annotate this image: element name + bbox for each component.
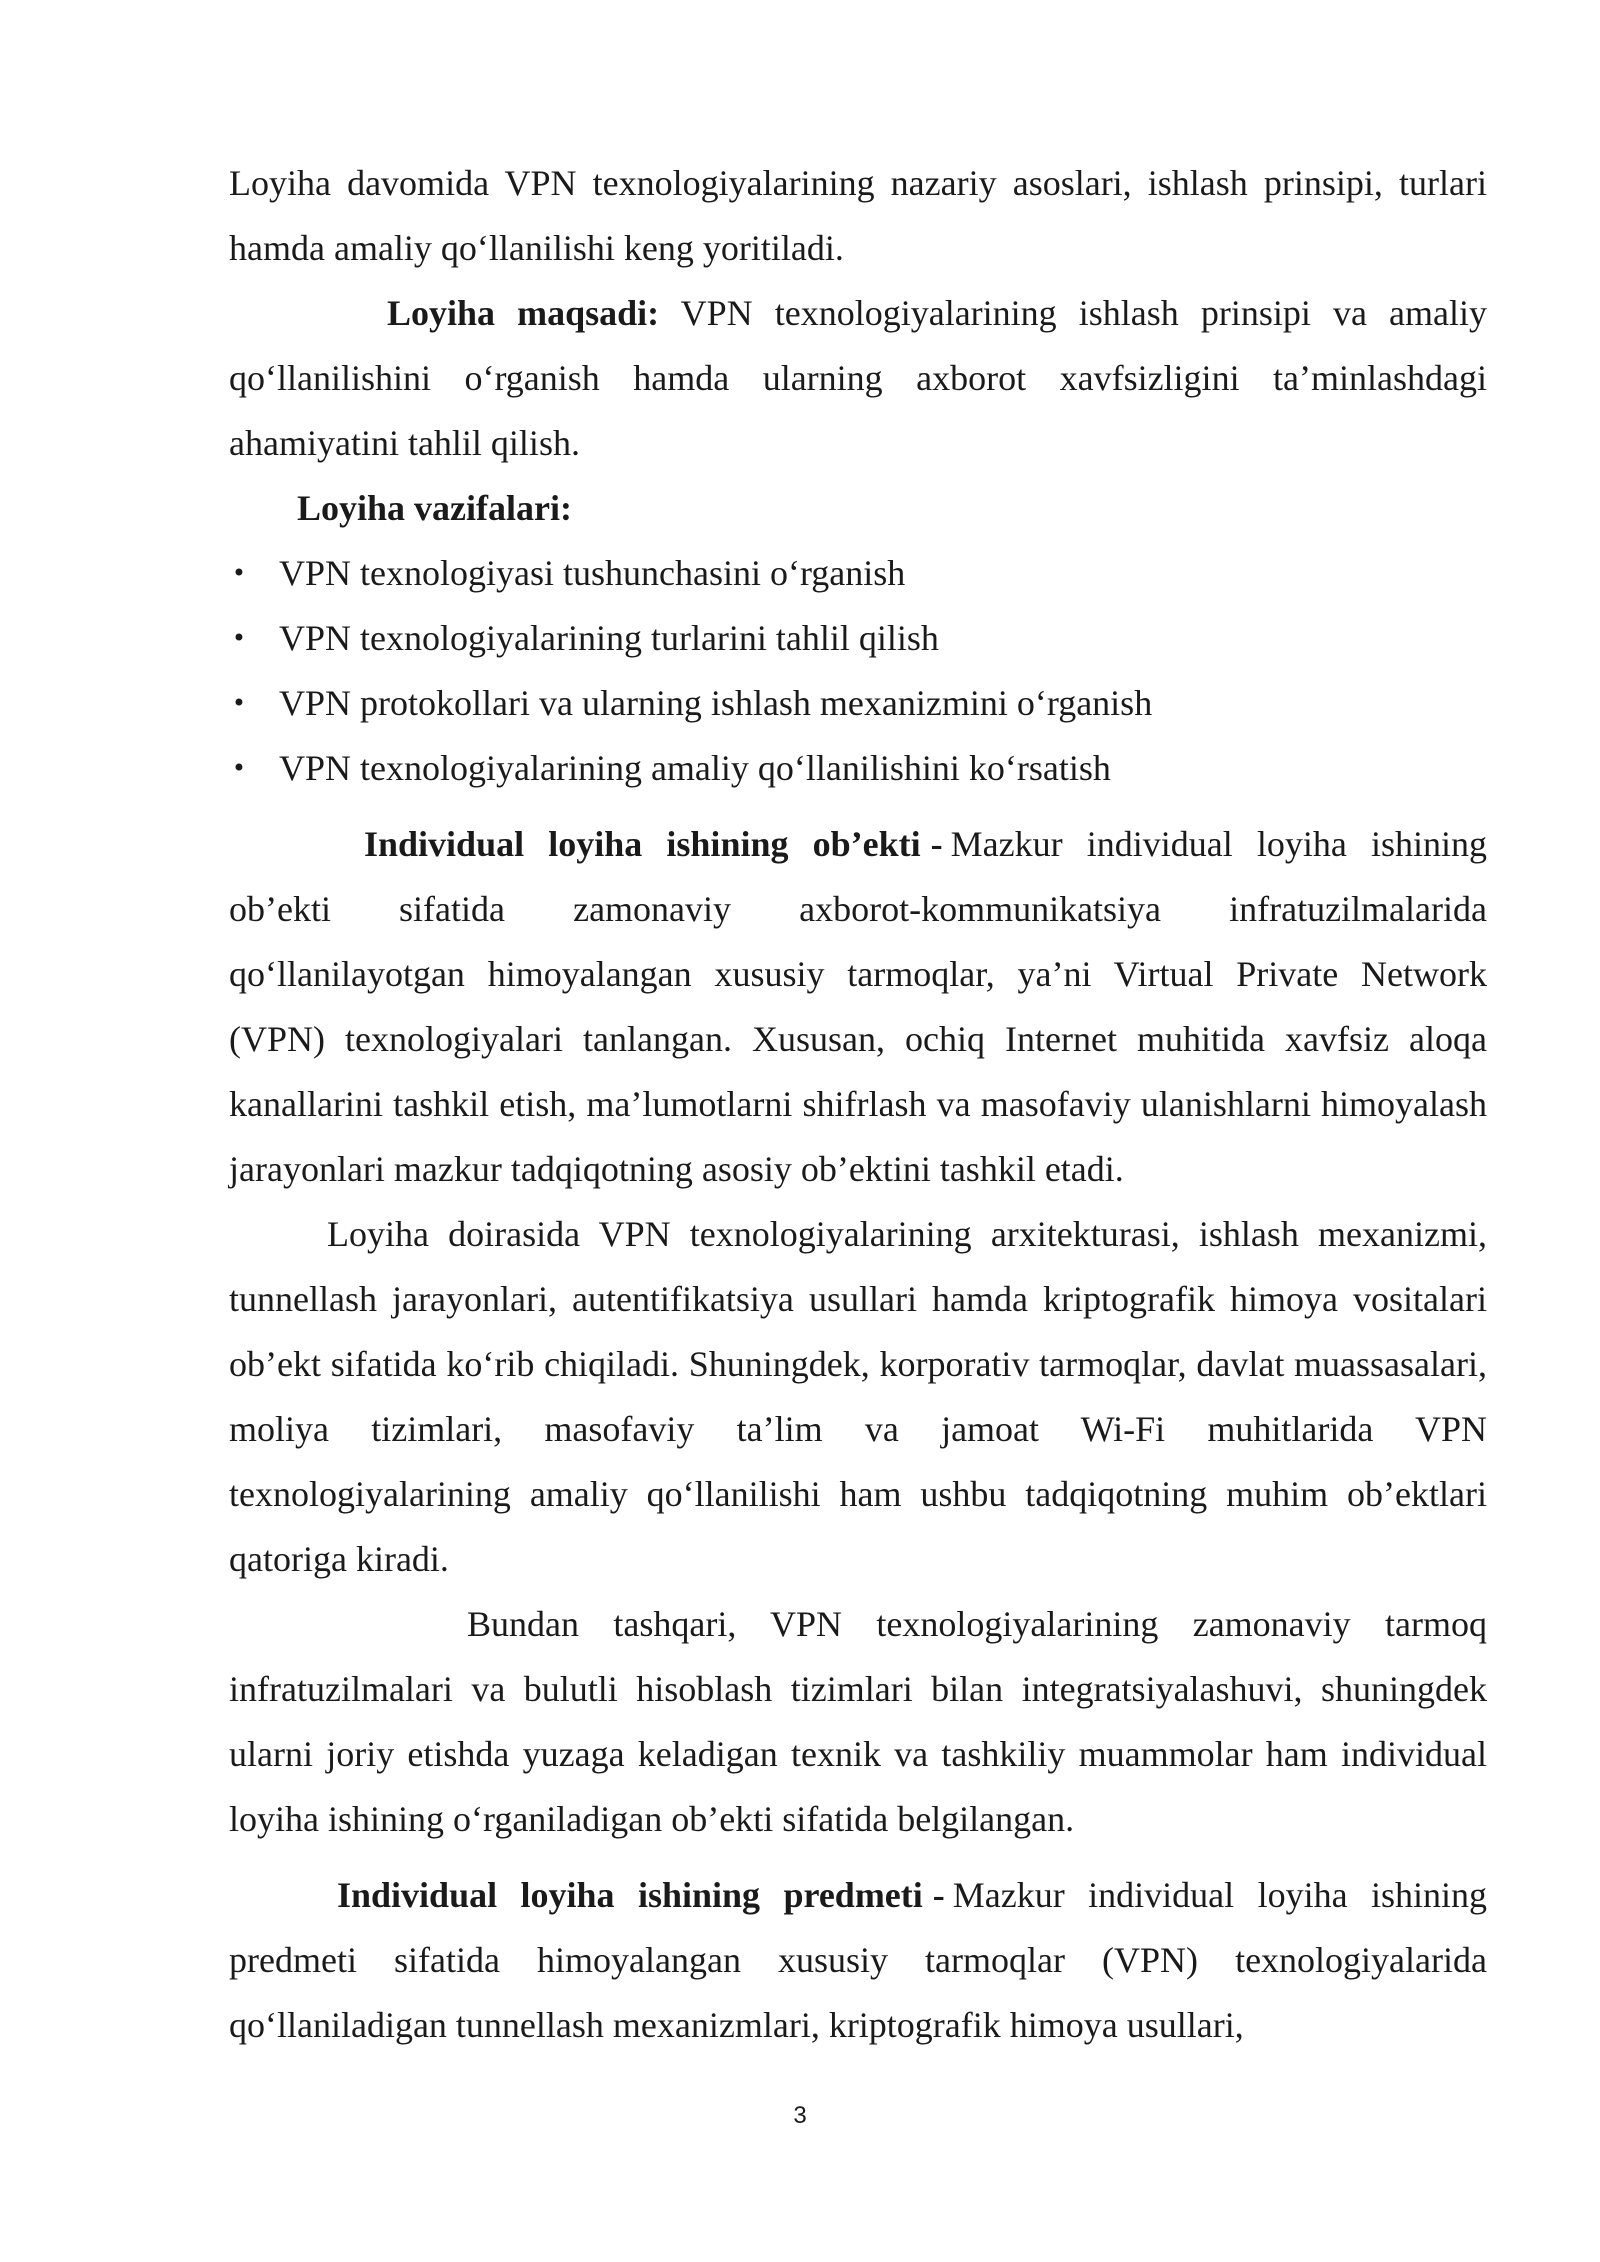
object-text: Mazkur individual loyiha ishining ob’ekti sifatida zamonaviy axborot-kommunikatsiya infratuzilmalarida qo‘llanilayotgan himoyalangan xususiy tarmoqlar, ya’ni Virtual Private Network (VPN) texnologiyalari tanlangan. Xususan, ochiq Internet muhitida xavfsiz aloqa kanallarini tashkil etish, ma’lumotlarni shifrlash va masofaviy ulanishlarni himoyalash jarayonlari mazkur tadqiqotning asosiy ob’ektini tashkil etadi. [229, 824, 1487, 1189]
subject-label: Individual loyiha ishining predmeti [337, 1875, 923, 1915]
list-item-text: VPN texnologiyalarining amaliy qo‘llanilishini ko‘rsatish [279, 748, 1111, 788]
page-body [229, 151, 1487, 2058]
scope-paragraph: Loyiha doirasida VPN texnologiyalarining arxitekturasi, ishlash mexanizmi, tunnellash jarayonlari, autentifikatsiya usullari hamda kriptografik himoya vositalari ob’ekt sifatida ko‘rib chiqiladi. Shuningdek, korporativ tarmoqlar, davlat muassasalari, moliya tizimlari, masofaviy ta’lim va jamoat Wi-Fi muhitlarida VPN texnologiyalarining amaliy qo‘llanilishi ham ushbu tadqiqotning muhim ob’ektlari qatoriga kiradi. [229, 1214, 1487, 1579]
subject-dash: - [932, 1875, 945, 1915]
list-item [229, 671, 1487, 736]
goal-label: Loyiha maqsadi: [387, 293, 660, 333]
besides-paragraph: Bundan tashqari, VPN texnologiyalarining zamonaviy tarmoq infratuzilmalari va bulutli hisoblash tizimlari bilan integratsiyalashuvi, shuningdek ularni joriy etishda yuzaga keladigan texnik va tashkiliy muammolar ham individual loyiha ishining o‘rganiladigan ob’ekti sifatida belgilangan. [229, 1604, 1487, 1839]
intro-paragraph: Loyiha davomida VPN texnologiyalarining nazariy asoslari, ishlash prinsipi, turlari hamda amaliy qo‘llanilishi keng yoritiladi. [229, 163, 1487, 268]
list-item [229, 606, 1487, 671]
bullet-icon: • [231, 559, 247, 587]
bullet-icon: • [231, 754, 247, 782]
list-item-text: VPN texnologiyasi tushunchasini o‘rganish [279, 553, 906, 593]
tasks-heading [229, 476, 1487, 541]
list-item-text: VPN protokollari va ularning ishlash mexanizmini o‘rganish [279, 683, 1153, 723]
object-paragraph [229, 812, 1487, 1202]
list-item-text: VPN texnologiyalarining turlarini tahlil qilish [279, 618, 939, 658]
subject-text: Mazkur individual loyiha ishining predmeti sifatida himoyalangan xususiy tarmoqlar (VPN) texnologiyalarida qo‘llaniladigan tunnellash mexanizmlari, kriptografik himoya usullari, [229, 1875, 1487, 2045]
tasks-list [229, 541, 1487, 801]
goal-text: VPN texnologiyalarining ishlash prinsipi va amaliy qo‘llanilishini o‘rganish hamda ularning axborot xavfsizligini ta’minlashdagi ahamiyatini tahlil qilish. [229, 293, 1487, 463]
tasks-heading-label: Loyiha vazifalari: [297, 488, 572, 528]
object-dash: - [930, 824, 943, 864]
goal-paragraph [229, 281, 1487, 476]
subject-paragraph [229, 1863, 1487, 2058]
list-item [229, 541, 1487, 606]
list-item [229, 736, 1487, 801]
bullet-icon: • [231, 689, 247, 717]
object-label: Individual loyiha ishining ob’ekti [364, 824, 921, 864]
page-number: 3 [793, 2102, 807, 2129]
bullet-icon: • [231, 624, 247, 652]
